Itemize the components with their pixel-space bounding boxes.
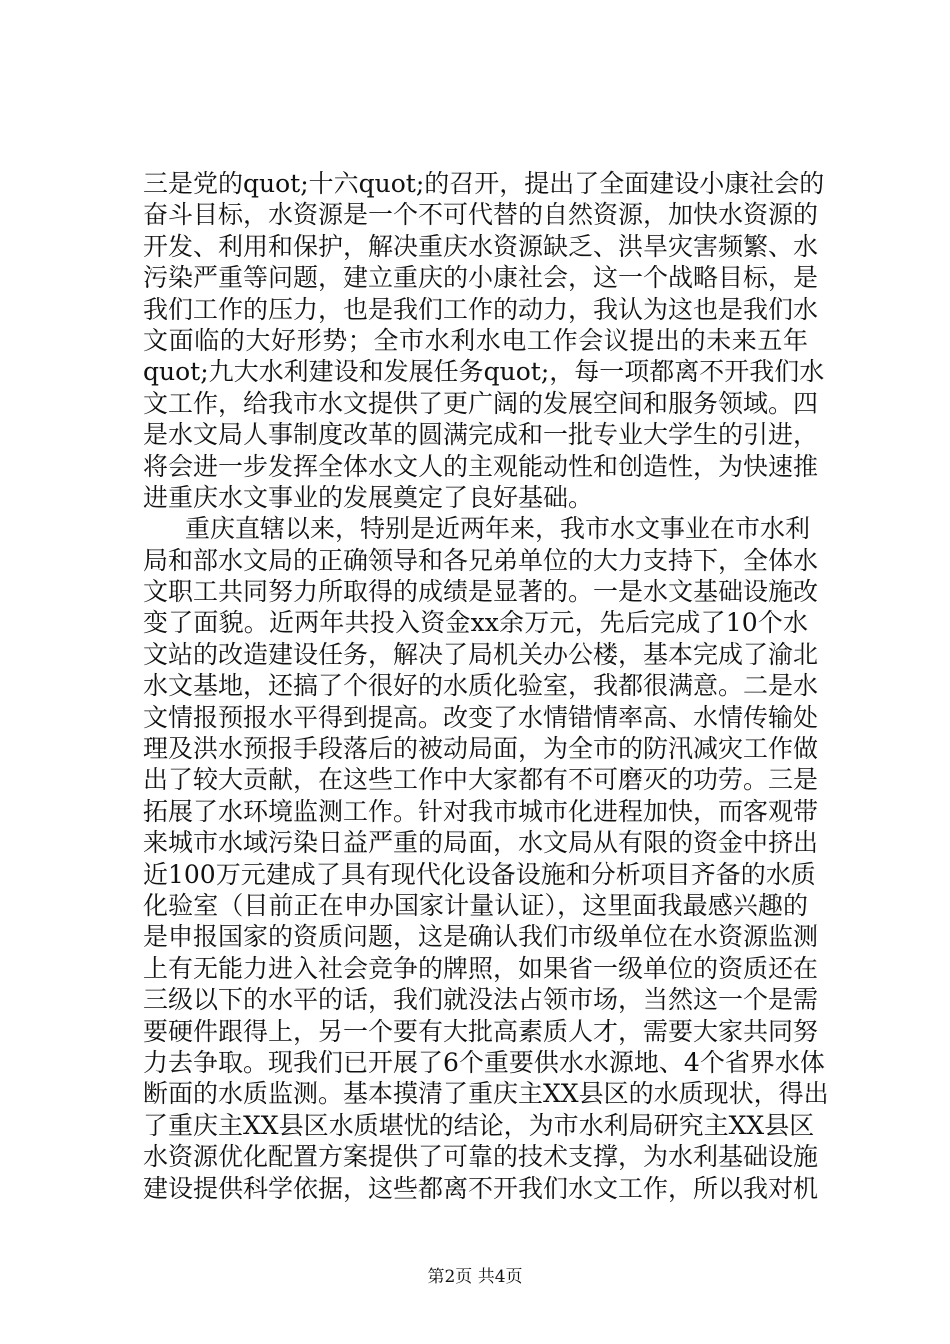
- text-line: 我们工作的压力，也是我们工作的动力，我认为这也是我们水: [143, 294, 819, 324]
- text-line: 力去争取。现我们已开展了6个重要供水水源地、4个省界水体: [143, 1047, 825, 1077]
- text-line: 文职工共同努力所取得的成绩是显著的。一是水文基础设施改: [143, 577, 819, 607]
- text-line: 文站的改造建设任务，解决了局机关办公楼，基本完成了渝北: [143, 639, 819, 669]
- text-line: 出了较大贡献，在这些工作中大家都有不可磨灭的功劳。三是: [143, 765, 819, 795]
- text-line: 局和部水文局的正确领导和各兄弟单位的大力支持下，全体水: [143, 545, 819, 575]
- text-line: 拓展了水环境监测工作。针对我市城市化进程加快，而客观带: [143, 796, 819, 826]
- text-line: 要硬件跟得上，另一个要有大批高素质人才，需要大家共同努: [143, 1016, 819, 1046]
- text-line: 近100万元建成了具有现代化设备设施和分析项目齐备的水质: [143, 859, 816, 889]
- text-line: 理及洪水预报手段落后的被动局面，为全市的防汛减灾工作做: [143, 734, 819, 764]
- text-line: 是申报国家的资质问题，这是确认我们市级单位在水资源监测: [143, 922, 819, 952]
- text-line: 重庆直辖以来，特别是近两年来，我市水文事业在市水利: [185, 514, 811, 544]
- text-line: 来城市水域污染日益严重的局面，水文局从有限的资金中挤出: [143, 828, 819, 858]
- paragraph-1: [143, 168, 825, 513]
- text-line: 水文基地，还搞了个很好的水质化验室，我都很满意。二是水: [143, 671, 819, 701]
- text-line: 文面临的大好形势；全市水利水电工作会议提出的未来五年: [143, 325, 808, 355]
- text-line: 将会进一步发挥全体水文人的主观能动性和创造性，为快速推: [143, 451, 819, 481]
- text-line: 是水文局人事制度改革的圆满完成和一批专业大学生的引进，: [143, 420, 819, 450]
- text-line: 三是党的quot;十六quot;的召开，提出了全面建设小康社会的: [143, 169, 825, 198]
- text-line: 奋斗目标，水资源是一个不可代替的自然资源，加快水资源的: [143, 200, 819, 230]
- text-line: 化验室（目前正在申办国家计量认证），这里面我最感兴趣的: [143, 890, 808, 920]
- text-line: 污染严重等问题，建立重庆的小康社会，这一个战略目标，是: [143, 263, 819, 293]
- text-line: 了重庆主XX县区水质堪忧的结论，为市水利局研究主XX县区: [143, 1110, 815, 1140]
- text-line: 变了面貌。近两年共投入资金xx余万元，先后完成了10个水: [143, 608, 808, 638]
- text-line: 文工作，给我市水文提供了更广阔的发展空间和服务领域。四: [143, 388, 819, 418]
- text-line: 文情报预报水平得到提高。改变了水情错情率高、水情传输处: [143, 702, 819, 732]
- page-footer: 第2页 共4页: [427, 1267, 523, 1287]
- text-line: 断面的水质监测。基本摸清了重庆主XX县区的水质现状，得出: [143, 1079, 829, 1109]
- text-line: 三级以下的水平的话，我们就没法占领市场，当然这一个是需: [143, 985, 819, 1015]
- document-body: [143, 168, 829, 1204]
- text-line: quot;九大水利建设和发展任务quot;，每一项都离不开我们水: [143, 357, 825, 387]
- paragraph-2: [143, 513, 829, 1204]
- text-line: 开发、利用和保护，解决重庆水资源缺乏、洪旱灾害频繁、水: [143, 231, 819, 261]
- text-line: 上有无能力进入社会竞争的牌照，如果省一级单位的资质还在: [143, 953, 819, 983]
- text-line: 进重庆水文事业的发展奠定了良好基础。: [143, 482, 594, 512]
- text-line: 水资源优化配置方案提供了可靠的技术支撑，为水利基础设施: [143, 1142, 819, 1172]
- text-line: 建设提供科学依据，这些都离不开我们水文工作，所以我对机: [143, 1173, 819, 1203]
